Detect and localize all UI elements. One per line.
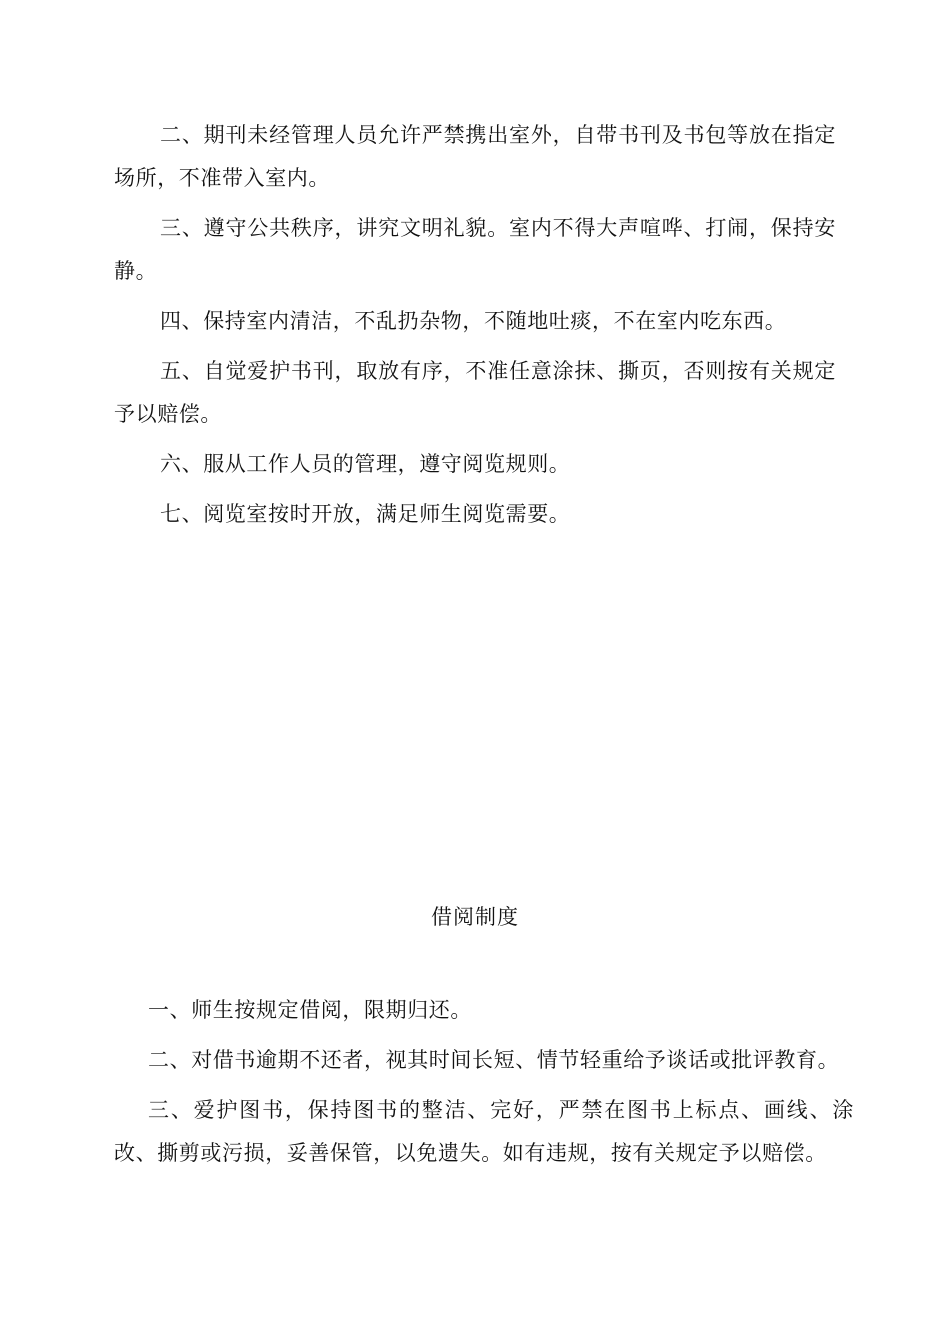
section-title: 借阅制度	[431, 905, 519, 929]
rule-paragraph: 三、爱护图书，保持图书的整洁、完好，严禁在图书上标点、画线、涂改、撕剪或污损，妥善保管，以免遗失。如有违规，按有关规定予以赔偿。	[114, 1098, 854, 1165]
rule-paragraph: 三、遵守公共秩序，讲究文明礼貌。室内不得大声喧哗、打闹，保持安静。	[114, 216, 836, 283]
rule-paragraph: 二、期刊未经管理人员允许严禁携出室外，自带书刊及书包等放在指定场所，不准带入室内。	[114, 123, 836, 190]
rule-paragraph: 六、服从工作人员的管理，遵守阅览规则。	[160, 452, 571, 476]
rule-paragraph: 四、保持室内清洁，不乱扔杂物，不随地吐痰，不在室内吃东西。	[160, 309, 787, 333]
reading-room-rules	[114, 114, 836, 543]
rule-paragraph: 一、师生按规定借阅，限期归还。	[148, 998, 472, 1022]
rule-paragraph: 七、阅览室按时开放，满足师生阅览需要。	[160, 502, 571, 526]
rule-paragraph: 二、对借书逾期不还者，视其时间长短、情节轻重给予谈话或批评教育。	[148, 1048, 840, 1072]
borrowing-rules	[114, 989, 854, 1182]
rule-paragraph: 五、自觉爱护书刊，取放有序，不准任意涂抹、撕页，否则按有关规定予以赔偿。	[114, 359, 836, 426]
